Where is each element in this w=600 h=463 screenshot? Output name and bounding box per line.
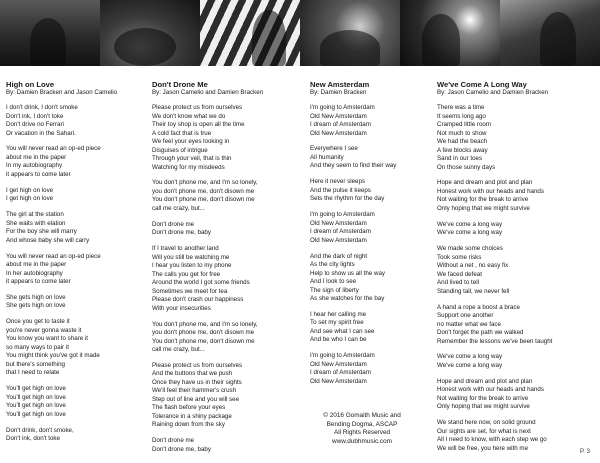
lyric-line: You don't phone me, and I'm so lonely, [152, 179, 258, 187]
lyric-line: And they seem to find their way [310, 162, 397, 170]
lyric-line: As the city lights [310, 261, 355, 269]
lyric-line: I'm going to Amsterdam [310, 104, 375, 111]
lyric-line: Old New Amsterdam [310, 360, 367, 368]
lyric-line: We made some choices [437, 245, 503, 253]
lyric-line: You don't phone me, and I'm so lonely, [152, 320, 258, 328]
lyric-line: it appears to come later [6, 278, 71, 286]
lyric-line: She gets high on love [6, 302, 66, 310]
stanza [6, 294, 148, 311]
lyric-line: Only hoping that we might survive [437, 204, 530, 212]
lyric-line: so many ways to pair it [6, 343, 69, 351]
song-credit: By: Jason Camelio and Damien Bracken [437, 89, 549, 96]
lyric-line: about me in the paper [6, 153, 67, 161]
lyric-line: All humanity [310, 153, 344, 161]
keyboard-player-photo [400, 0, 500, 66]
lyric-line: Everywhere I see [310, 145, 358, 153]
lyric-line: Don't drink, don't smoke, [6, 426, 74, 434]
lyric-line: I dream of Amsterdam [310, 228, 371, 236]
copyright-line: © 2016 Gomaith Music and [323, 412, 401, 419]
lyric-line: You know you want to share it [6, 335, 88, 343]
lyric-line: You don't phone me, don't disown me [152, 196, 255, 204]
lyric-line: We stand here now, on solid ground [437, 419, 536, 427]
lyric-line: On those sunny days [437, 163, 496, 171]
lyric-line: For the boy she will marry [6, 228, 77, 236]
lyric-line: We had the beach [437, 138, 488, 145]
lyric-line: it appears to come later [6, 170, 71, 178]
lyric-line: Old New Amsterdam [310, 129, 367, 137]
song-column-2 [152, 80, 302, 462]
lyric-line: As she watches for the bay [310, 295, 385, 303]
lyric-line: Cramped little room [437, 121, 491, 128]
lyric-line: A few blocks away [437, 146, 488, 154]
lyric-line: The girl at the station [6, 211, 64, 219]
lyrics [152, 104, 302, 454]
lyrics [310, 104, 440, 386]
lyric-line: We will be free, you here with me [437, 444, 529, 452]
lyric-line: We've come a long way [437, 229, 503, 237]
stanza [6, 104, 148, 138]
lyric-line: Step out of line and you will see [152, 395, 240, 403]
song-column-1 [6, 80, 148, 451]
lyric-line: A hand a rope a boost a brace [437, 303, 520, 311]
stanza [310, 352, 440, 386]
lyric-line: Hope and dream and plot and plan [437, 377, 533, 385]
website-url: www.dubhmusic.com [331, 437, 393, 445]
lyric-line: I'm going to Amsterdam [310, 352, 375, 360]
lyric-line: We don't know what we do [152, 112, 226, 120]
lyric-line: Here it never sleeps [310, 178, 366, 186]
lyric-line: Honest work with our heads and hands [437, 187, 544, 195]
lyric-line: Watching for my misdeeds [152, 163, 225, 171]
guitarist-photo [200, 0, 300, 66]
lyric-line: no matter what we face [437, 320, 501, 328]
lyric-line: Once they have us in their sights [152, 378, 242, 386]
band-photo-strip [0, 0, 600, 66]
lyric-line: We faced defeat [437, 270, 482, 278]
lyric-line: And lived to tell [437, 279, 479, 287]
lyric-line: Their toy shop is open all the time [152, 121, 245, 128]
lyrics [437, 104, 597, 453]
lyric-line: We've come a long way [437, 220, 503, 228]
lyric-line: It seems long ago [437, 112, 486, 120]
lyric-line: Will you still be watching me [152, 253, 230, 261]
lyric-line: I hear you listen to my phone [152, 262, 232, 270]
lyric-line: call me crazy, but... [152, 204, 205, 212]
lyric-line: In my autobiography [6, 162, 63, 170]
lyric-line: Sets the rhythm for the day [310, 195, 385, 203]
stanza [437, 419, 597, 453]
lyric-line: that I need to relate [6, 369, 60, 377]
lyric-line: We've come a long way [437, 361, 503, 369]
stanza [152, 104, 302, 172]
lyric-line: you don't phone me, don't disown me [152, 187, 255, 195]
stanza [152, 245, 302, 313]
lyric-line: Don't ink, I don't toke [6, 112, 64, 120]
lyric-line: Old New Amsterdam [310, 219, 367, 227]
lyric-line: Tolerance in a shiny package [152, 412, 232, 420]
stage-photo [300, 0, 400, 66]
lyric-line: you don't phone me, don't disown me [152, 329, 255, 337]
lyric-line: You don't phone me, don't disown me [152, 337, 255, 345]
stanza [310, 104, 440, 138]
stanza [6, 385, 148, 419]
lyric-line: Or vacation in the Sahari. [6, 129, 76, 137]
lyric-line: There was a time [437, 104, 485, 111]
lyric-line: Not much to show [437, 129, 487, 137]
bassist-photo [500, 0, 600, 66]
stanza [152, 221, 302, 238]
lyric-line: We'll feel their hammer's crush [152, 387, 237, 395]
lyric-line: She gets high on love [6, 293, 66, 301]
copyright-line: All Rights Reserved [333, 429, 391, 436]
stanza [437, 104, 597, 172]
lyric-line: Please protect us from ourselves [152, 361, 243, 369]
lyric-line: Not waiting for the break to arrive [437, 196, 529, 204]
lyric-line: Don't drone me, baby [152, 445, 211, 453]
song-credit: By: Damien Bracken and Jason Camelio [6, 89, 118, 96]
song-credit: By: Jason Camelio and Damien Bracken [152, 89, 264, 96]
drum-kit-photo [100, 0, 200, 66]
lyric-line: Raining down from the sky [152, 421, 225, 429]
copyright-notice [302, 412, 422, 446]
lyric-line: If I travel to another land [152, 245, 219, 253]
lyric-line: Hope and dream and plot and plan [437, 179, 533, 187]
stanza [6, 211, 148, 245]
lyric-line: Through your veil, that is thin [152, 155, 232, 162]
lyric-line: Not waiting for the break to arrive [437, 394, 529, 402]
stanza [437, 353, 597, 370]
lyric-line: I hear her calling me [310, 310, 367, 318]
lyric-line: In her autobiography [6, 269, 63, 277]
lyric-line: The sign of liberty [310, 286, 359, 294]
song-column-4 [437, 80, 597, 461]
song-title: High on Love [6, 80, 55, 89]
lyric-line: She waits with elation [6, 219, 66, 227]
lyric-line: And see what I can see [310, 327, 375, 335]
lyric-line: you're never gonna waste it [6, 326, 82, 334]
lyric-line: The calls you get for free [152, 270, 221, 278]
lyric-line: Once you get to taste it [6, 318, 70, 326]
lyric-line: And the pulse it keeps [310, 186, 371, 194]
copyright-line: Bending Dogma, ASCAP [326, 420, 398, 428]
lyric-line: You might think you've got it made [6, 352, 100, 360]
stanza [152, 437, 302, 454]
lyric-line: You'll get high on love [6, 393, 66, 401]
lyric-line: I dream of Amsterdam [310, 121, 371, 128]
lyric-line: I get high on love [6, 186, 54, 194]
lyric-line: call me crazy, but... [152, 346, 205, 354]
lyric-line: You'll get high on love [6, 402, 66, 410]
lyric-line: Don't drone me [152, 437, 195, 445]
lyric-line: Help to show us all the way [310, 269, 385, 277]
lyrics [6, 104, 148, 444]
lyric-line: about me in the paper [6, 261, 67, 269]
lyric-line: To set my spirit free [310, 319, 364, 327]
stanza [6, 318, 148, 378]
lyric-line: We've come a long way [437, 353, 503, 361]
lyric-line: Sand in our toes [437, 155, 483, 162]
lyric-line: Old New Amsterdam [310, 377, 367, 385]
lyric-line: Remember the lessons we've been taught [437, 337, 553, 345]
lyric-line: Old New Amsterdam [310, 112, 367, 120]
lyric-line: A cold fact that is true [152, 129, 212, 137]
stanza [310, 253, 440, 304]
lyric-line: Don't drive no Ferrari [6, 121, 64, 128]
stanza [6, 253, 148, 287]
lyric-line: And whose baby she will carry [6, 236, 90, 244]
lyric-line: Without a net , no easy fix [437, 262, 509, 270]
lyric-line: Don't drone me [152, 220, 195, 228]
lyric-line: I'm going to Amsterdam [310, 211, 375, 219]
stanza [437, 221, 597, 238]
stanza [310, 178, 440, 204]
lyric-line: Don't forget the path we walked [437, 329, 524, 337]
song-column-3 [310, 80, 440, 394]
lyric-line: And I look to see [310, 278, 357, 286]
lyric-line: Around the world I got some friends [152, 279, 250, 287]
lyric-line: Sometimes we meet for tea [152, 287, 228, 295]
stanza [6, 427, 148, 444]
stanza [152, 362, 302, 430]
lyric-line: Took some risks [437, 253, 482, 261]
song-credit: By: Damien Bracken [310, 89, 367, 96]
song-title: New Amsterdam [310, 80, 370, 89]
lyric-line: And the dark of night [310, 252, 368, 260]
stanza [6, 187, 148, 204]
lyric-line: With your insecurities [152, 304, 211, 312]
lyric-line: All I need to know, with each step we go [437, 436, 547, 444]
lyric-line: You will never read an op-ed piece [6, 145, 101, 153]
lyric-line: Our sights are set, for what is next [437, 427, 531, 435]
lyric-line: I dream of Amsterdam [310, 369, 371, 377]
stanza [437, 378, 597, 412]
stanza [310, 145, 440, 171]
lyric-line: And be who I can be [310, 336, 367, 344]
lyric-line: And the buttons that we push [152, 370, 233, 378]
stanza [152, 179, 302, 213]
stanza [437, 304, 597, 347]
stanza [437, 179, 597, 213]
lyric-line: Don't ink, don't toke [6, 435, 60, 443]
lyric-line: Support one another [437, 312, 494, 320]
lyric-line: The flash before your eyes [152, 404, 226, 412]
lyric-line: Standing tall, we never fell [437, 287, 510, 295]
lyric-line: You'll get high on love [6, 385, 66, 393]
lyric-line: Please don't crash our happiness [152, 296, 244, 304]
stanza [437, 245, 597, 296]
song-title: Don't Drone Me [152, 80, 208, 89]
song-title: We've Come A Long Way [437, 80, 527, 89]
lyric-line: Honest work with our heads and hands [437, 386, 544, 394]
stanza [6, 145, 148, 179]
lyric-line: Disguises of intrigue [152, 146, 208, 154]
lyric-line: Please protect us from ourselves [152, 104, 243, 111]
lyric-line: I get high on love [6, 195, 54, 203]
lyric-line: Old New Amsterdam [310, 236, 367, 244]
lyric-line: I don't drink, I don't smoke [6, 104, 78, 111]
lyric-line: but there's something [6, 360, 65, 368]
stanza [152, 321, 302, 355]
drummer-photo [0, 0, 100, 66]
lyric-line: You will never read an op-ed piece [6, 252, 101, 260]
lyric-line: You'll get high on love [6, 410, 66, 418]
stanza [310, 311, 440, 345]
lyric-line: We feel your eyes looking in [152, 138, 230, 145]
lyric-line: Don't drone me, baby [152, 229, 211, 237]
page-number: P. 3 [580, 449, 590, 455]
lyric-line: Only hoping that we might survive [437, 403, 530, 411]
stanza [310, 211, 440, 245]
